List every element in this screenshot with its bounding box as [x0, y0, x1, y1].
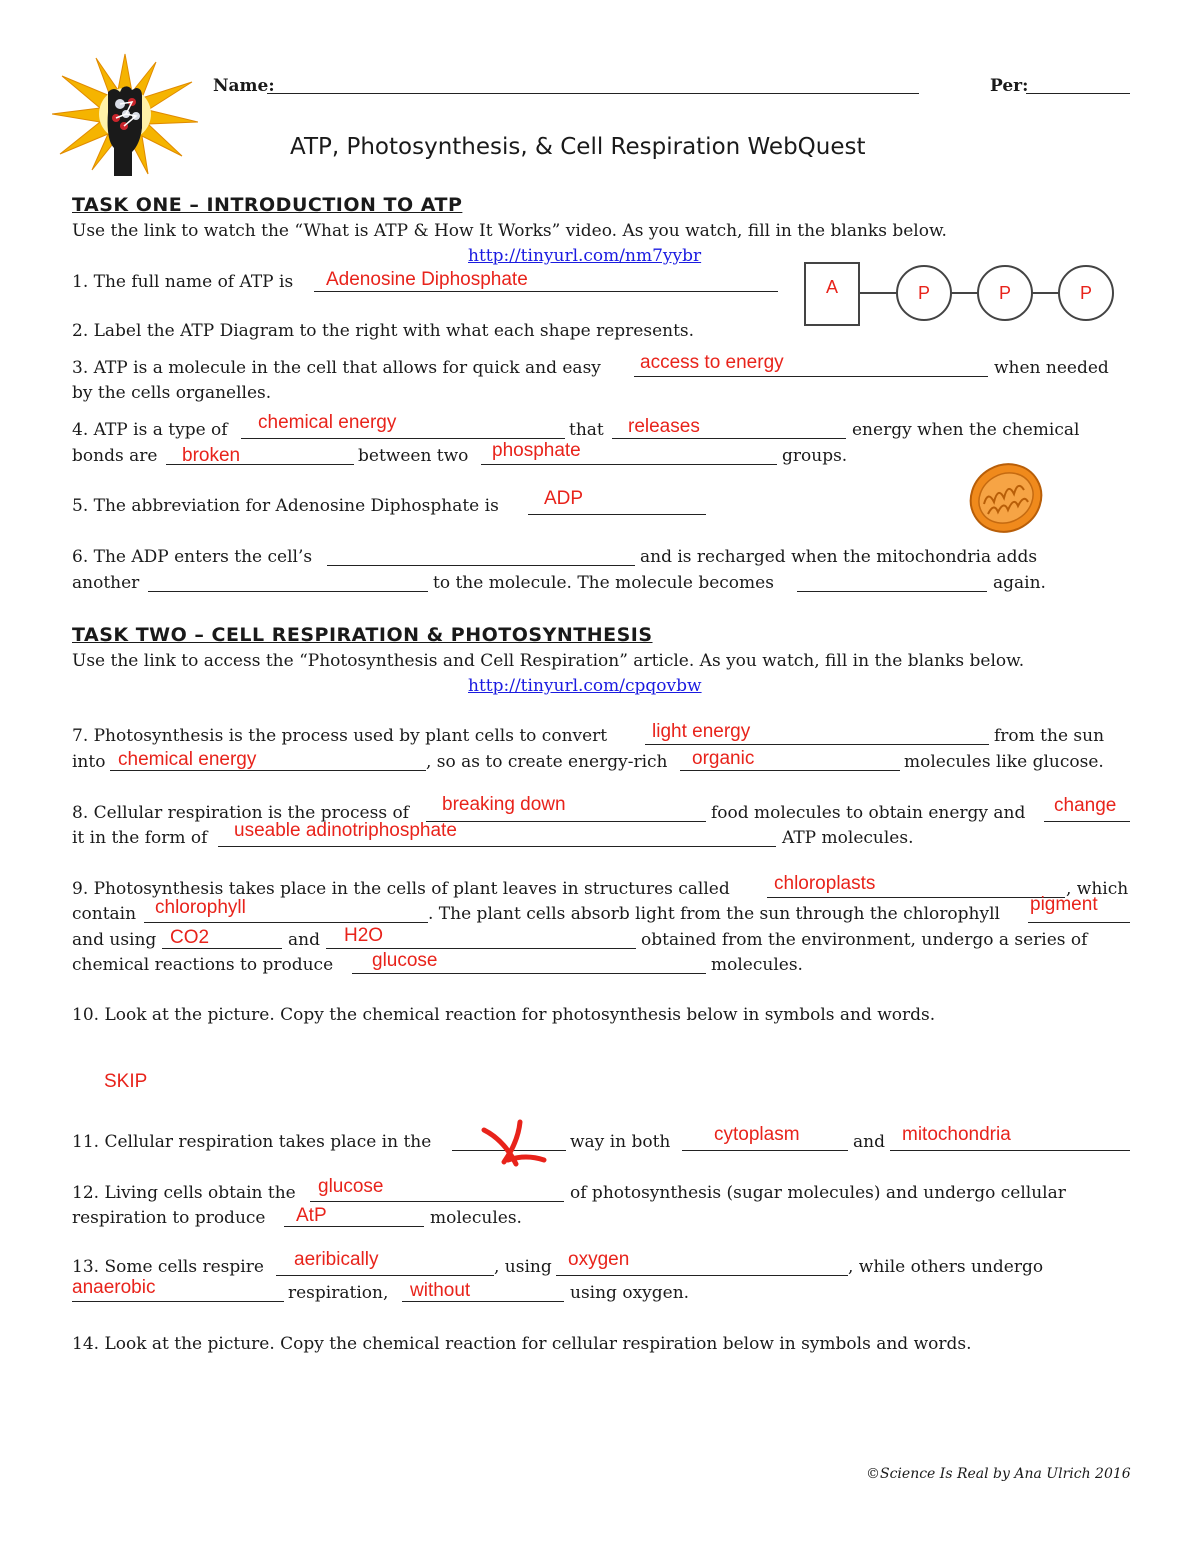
q11-blank-b[interactable] [682, 1150, 848, 1151]
q2-text: 2. Label the ATP Diagram to the right with what each shape represents. [72, 321, 695, 341]
q13-text-b: , using [494, 1257, 552, 1277]
q13-text-c: , while others undergo [848, 1257, 1044, 1277]
q7-blank-c[interactable] [680, 770, 900, 771]
q8-blank-c[interactable] [218, 846, 776, 847]
q8-text-b: food molecules to obtain energy and [711, 803, 1026, 823]
diagram-square-label: A [826, 277, 839, 297]
q9-answer-e: H2O [344, 925, 384, 946]
q8-text-a: 8. Cellular respiration is the process of [72, 803, 409, 823]
q8-text-d: ATP molecules. [782, 828, 914, 848]
q9-answer-b: chlorophyll [155, 897, 246, 918]
q13-text-e: using oxygen. [570, 1283, 690, 1303]
cross-mark-icon [478, 1118, 550, 1170]
q8-answer-b: change [1054, 795, 1117, 816]
q4-blank-d[interactable] [481, 464, 777, 465]
q6-text-b: and is recharged when the mitochondria adds [640, 547, 1038, 567]
q3-text-b: when needed [994, 358, 1109, 378]
q1-blank[interactable] [314, 291, 778, 292]
q13-blank-d[interactable] [402, 1301, 564, 1302]
q4-answer-a: chemical energy [258, 412, 397, 433]
q11-text-c: and [853, 1132, 885, 1152]
q8-blank-a[interactable] [426, 821, 706, 822]
q12-blank-b[interactable] [284, 1226, 424, 1227]
q8-answer-a: breaking down [442, 794, 566, 815]
q4-text-c: energy when the chemical [852, 420, 1080, 440]
q12-text-a: 12. Living cells obtain the [72, 1183, 296, 1203]
diagram-circle-label-1: P [918, 283, 931, 303]
q9-text-h: chemical reactions to produce [72, 955, 334, 975]
q7-answer-c: organic [692, 748, 755, 769]
q7-text-b: from the sun [994, 726, 1105, 746]
name-label: Name: [213, 76, 275, 96]
task-two-heading: TASK TWO – CELL RESPIRATION & PHOTOSYNTHESIS [72, 624, 653, 646]
q1-answer: Adenosine Diphosphate [326, 269, 528, 290]
q4-text-a: 4. ATP is a type of [72, 420, 228, 440]
q9-text-b: , which [1066, 879, 1129, 899]
q5-text: 5. The abbreviation for Adenosine Diphosphate is [72, 496, 499, 516]
q7-text-d: , so as to create energy-rich [426, 752, 668, 772]
q11-answer-a: cytoplasm [714, 1124, 800, 1145]
q11-text-b: way in both [570, 1132, 671, 1152]
q9-text-g: obtained from the environment, undergo a series of [641, 930, 1088, 950]
q12-blank-a[interactable] [310, 1201, 564, 1202]
q3-text-a: 3. ATP is a molecule in the cell that allows for quick and easy [72, 358, 601, 378]
q9-blank-c[interactable] [1028, 922, 1130, 923]
q9-text-i: molecules. [711, 955, 803, 975]
q9-text-a: 9. Photosynthesis takes place in the cells of plant leaves in structures called [72, 879, 730, 899]
q6-blank-b[interactable] [148, 591, 428, 592]
q7-answer-b: chemical energy [118, 749, 257, 770]
q3-answer: access to energy [640, 352, 784, 373]
q9-text-c: contain [72, 904, 137, 924]
q4-answer-d: phosphate [492, 440, 581, 461]
q4-blank-a[interactable] [241, 438, 565, 439]
name-field[interactable] [267, 93, 919, 94]
task-one-link[interactable]: http://tinyurl.com/nm7yybr [468, 246, 702, 266]
q8-answer-c: useable adinotriphosphate [234, 820, 457, 841]
q9-answer-d: CO2 [170, 927, 210, 948]
q6-text-a: 6. The ADP enters the cell’s [72, 547, 313, 567]
q9-blank-a[interactable] [767, 897, 1065, 898]
q8-text-c: it in the form of [72, 828, 208, 848]
q7-blank-b[interactable] [110, 770, 426, 771]
period-label: Per: [990, 76, 1029, 96]
diagram-circle-label-2: P [999, 283, 1012, 303]
q12-text-d: molecules. [430, 1208, 522, 1228]
q13-blank-c[interactable] [72, 1301, 284, 1302]
q13-answer-c: anaerobic [72, 1277, 156, 1298]
q6-text-d: to the molecule. The molecule becomes [433, 573, 774, 593]
q9-answer-f: glucose [372, 950, 438, 971]
q9-blank-b[interactable] [144, 922, 428, 923]
q13-answer-d: without [410, 1280, 471, 1301]
page-title: ATP, Photosynthesis, & Cell Respiration WebQuest [290, 134, 866, 160]
q4-text-d: bonds are [72, 446, 158, 466]
logo-fist-icon [52, 52, 198, 176]
q4-blank-b[interactable] [612, 438, 846, 439]
q3-text-c: by the cells organelles. [72, 383, 272, 403]
q13-text-a: 13. Some cells respire [72, 1257, 264, 1277]
footer-copyright: ©Science Is Real by Ana Ulrich 2016 [866, 1466, 1131, 1482]
q4-answer-b: releases [628, 416, 700, 437]
q9-answer-a: chloroplasts [774, 873, 876, 894]
q6-text-c: another [72, 573, 140, 593]
q7-answer-a: light energy [652, 721, 751, 742]
q4-text-b: that [569, 420, 604, 440]
diagram-circle-label-3: P [1080, 283, 1093, 303]
q13-blank-a[interactable] [276, 1275, 494, 1276]
q9-text-f: and [288, 930, 320, 950]
q7-text-e: molecules like glucose. [904, 752, 1104, 772]
task-two-link[interactable]: http://tinyurl.com/cpqovbw [468, 676, 702, 696]
mitochondria-icon [966, 460, 1046, 536]
q11-answer-b: mitochondria [902, 1124, 1011, 1145]
task-one-instructions: Use the link to watch the “What is ATP & How It Works” video. As you watch, fill in the blanks below. [72, 221, 947, 241]
q14-text: 14. Look at the picture. Copy the chemical reaction for cellular respiration below in symbols and words. [72, 1334, 972, 1354]
q1-text: 1. The full name of ATP is [72, 272, 294, 292]
q7-text-c: into [72, 752, 106, 772]
q12-answer-a: glucose [318, 1176, 384, 1197]
q10-answer: SKIP [104, 1071, 148, 1092]
q9-blank-e[interactable] [326, 948, 636, 949]
q13-text-d: respiration, [288, 1283, 389, 1303]
q10-text: 10. Look at the picture. Copy the chemical reaction for photosynthesis below in symbols and words. [72, 1005, 936, 1025]
q11-text-a: 11. Cellular respiration takes place in the [72, 1132, 432, 1152]
atp-diagram [800, 258, 1120, 330]
q12-text-c: respiration to produce [72, 1208, 266, 1228]
q13-answer-b: oxygen [568, 1249, 630, 1270]
q12-answer-b: AtP [296, 1205, 327, 1226]
q4-answer-c: broken [182, 445, 241, 466]
q5-answer: ADP [544, 488, 584, 509]
q3-blank[interactable] [634, 376, 988, 377]
q4-text-f: groups. [782, 446, 848, 466]
q7-blank-a[interactable] [645, 744, 989, 745]
q5-blank[interactable] [528, 514, 706, 515]
q9-text-e: and using [72, 930, 157, 950]
q4-text-e: between two [358, 446, 469, 466]
q6-blank-c[interactable] [797, 591, 987, 592]
task-two-instructions: Use the link to access the “Photosynthesis and Cell Respiration” article. As you watch, fill in the blanks below. [72, 651, 1025, 671]
q11-blank-c[interactable] [890, 1150, 1130, 1151]
period-field[interactable] [1026, 93, 1130, 94]
q9-blank-f[interactable] [352, 973, 706, 974]
q13-answer-a: aeribically [294, 1249, 379, 1270]
q6-text-e: again. [993, 573, 1046, 593]
q6-blank-a[interactable] [327, 565, 635, 566]
q7-text-a: 7. Photosynthesis is the process used by plant cells to convert [72, 726, 608, 746]
q9-text-d: . The plant cells absorb light from the sun through the chlorophyll [428, 904, 1000, 924]
q13-blank-b[interactable] [556, 1275, 848, 1276]
task-one-heading: TASK ONE – INTRODUCTION TO ATP [72, 194, 463, 216]
q9-answer-c: pigment [1030, 894, 1098, 915]
q12-text-b: of photosynthesis (sugar molecules) and undergo cellular [570, 1183, 1066, 1203]
q8-blank-b[interactable] [1044, 821, 1130, 822]
q9-blank-d[interactable] [162, 948, 282, 949]
